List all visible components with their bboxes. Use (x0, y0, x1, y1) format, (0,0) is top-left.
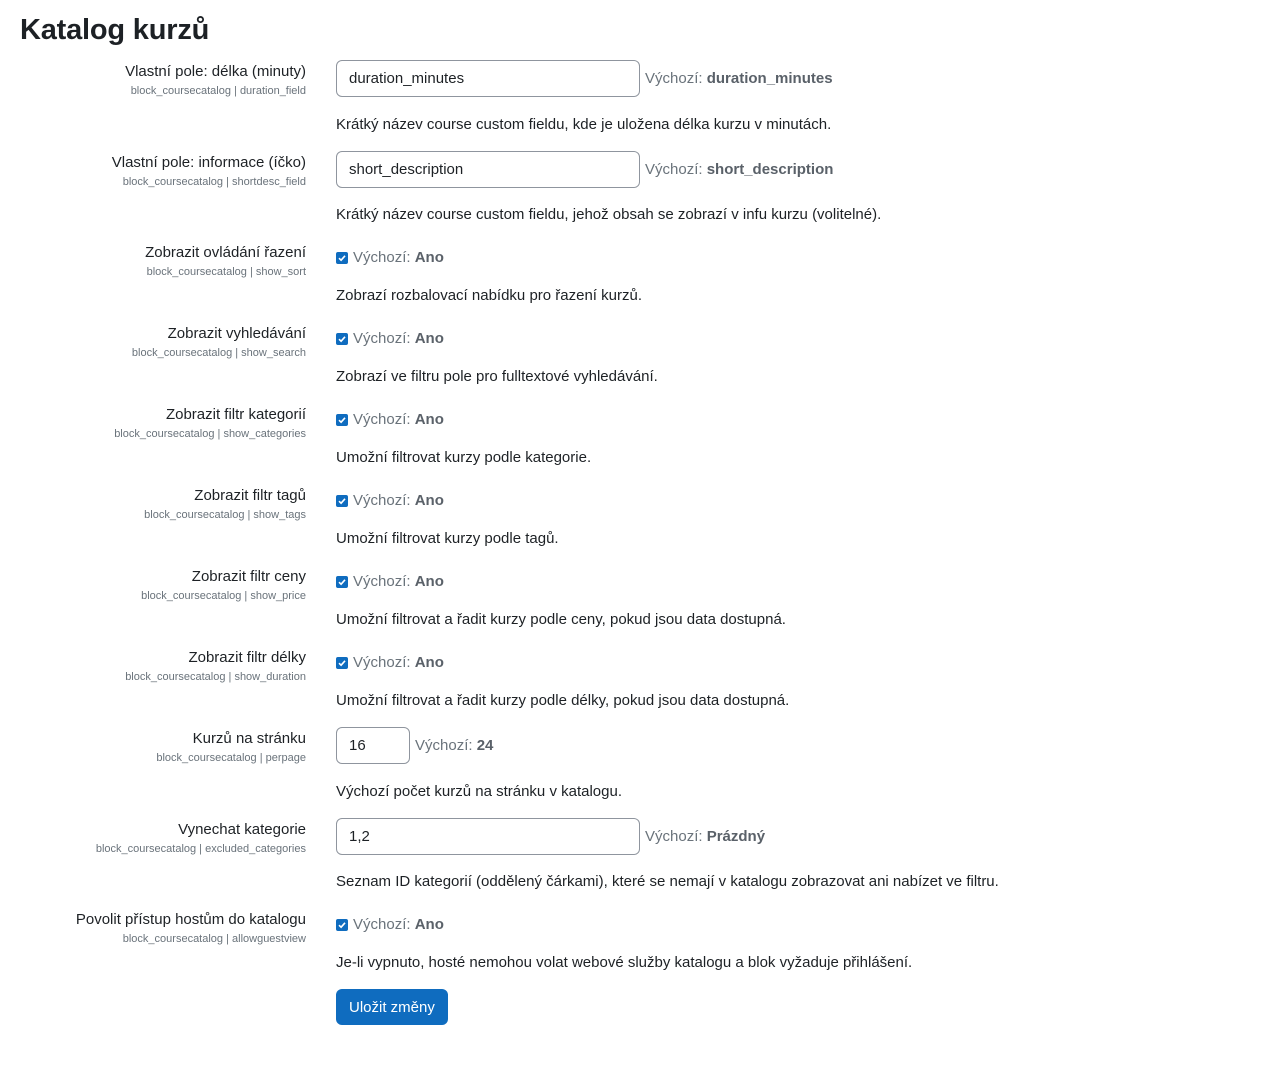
setting-label: Vlastní pole: délka (minuty) (125, 63, 306, 80)
setting-key: block_coursecatalog | show_price (141, 590, 306, 602)
setting-control (336, 330, 444, 347)
check-icon (337, 415, 347, 425)
setting-control (336, 654, 444, 671)
check-icon (337, 496, 347, 506)
setting-key: block_coursecatalog | show_tags (144, 509, 306, 521)
default-value: Výchozí: Ano (353, 249, 444, 266)
show-tags-checkbox[interactable] (336, 495, 348, 507)
default-value: Výchozí: Ano (353, 573, 444, 590)
perpage-input[interactable]: 16 (336, 727, 410, 764)
setting-control (336, 818, 765, 855)
setting-key: block_coursecatalog | shortdesc_field (122, 176, 306, 188)
setting-label: Kurzů na stránku (192, 730, 306, 747)
show-sort-checkbox[interactable] (336, 252, 348, 264)
setting-label-block (76, 911, 306, 946)
check-icon (337, 253, 347, 263)
show-price-checkbox[interactable] (336, 576, 348, 588)
setting-label-block (156, 730, 306, 765)
default-value: Výchozí: Ano (353, 411, 444, 428)
setting-description: Zobrazí rozbalovací nabídku pro řazení kurzů. (336, 287, 642, 304)
show-categories-checkbox[interactable] (336, 414, 348, 426)
setting-description: Výchozí počet kurzů na stránku v katalogu. (336, 783, 622, 800)
setting-label-block (132, 325, 306, 360)
setting-description: Zobrazí ve filtru pole pro fulltextové vyhledávání. (336, 368, 658, 385)
setting-control (336, 249, 444, 266)
setting-label-block (112, 154, 306, 189)
setting-label: Zobrazit filtr délky (188, 649, 306, 666)
setting-label: Vynechat kategorie (178, 821, 306, 838)
default-value: Výchozí: Ano (353, 492, 444, 509)
show-search-checkbox[interactable] (336, 333, 348, 345)
setting-key: block_coursecatalog | allowguestview (122, 933, 306, 945)
show-duration-checkbox[interactable] (336, 657, 348, 669)
setting-control (336, 151, 833, 188)
check-icon (337, 577, 347, 587)
setting-label-block (125, 649, 306, 684)
page-title: Katalog kurzů (20, 14, 210, 46)
default-value: Výchozí: Ano (353, 330, 444, 347)
setting-description: Umožní filtrovat a řadit kurzy podle délky, pokud jsou data dostupná. (336, 692, 790, 709)
setting-key: block_coursecatalog | show_duration (125, 671, 306, 683)
check-icon (337, 334, 347, 344)
setting-key: block_coursecatalog | show_categories (114, 428, 306, 440)
check-icon (337, 920, 347, 930)
setting-label: Vlastní pole: informace (íčko) (111, 154, 306, 171)
setting-key: block_coursecatalog | perpage (156, 752, 306, 764)
shortdesc-field-input[interactable]: short_description (336, 151, 640, 188)
allowguestview-checkbox[interactable] (336, 919, 348, 931)
setting-control (336, 916, 444, 933)
setting-label-block (125, 63, 306, 98)
setting-description: Seznam ID kategorií (oddělený čárkami), které se nemají v katalogu zobrazovat ani nabízet ve filtru. (336, 873, 999, 890)
setting-key: block_coursecatalog | excluded_categories (95, 843, 306, 855)
setting-key: block_coursecatalog | show_sort (146, 266, 306, 278)
setting-control (336, 60, 833, 97)
setting-label-block (114, 406, 306, 441)
setting-label: Zobrazit filtr tagů (194, 487, 306, 504)
setting-description: Je-li vypnuto, hosté nemohou volat webové služby katalogu a blok vyžaduje přihlášení. (336, 954, 913, 971)
setting-label-block (145, 244, 306, 279)
duration-field-input[interactable]: duration_minutes (336, 60, 640, 97)
setting-label: Zobrazit vyhledávání (167, 325, 306, 342)
setting-control (336, 727, 493, 764)
default-value: Výchozí: Ano (353, 916, 444, 933)
excluded-categories-input[interactable]: 1,2 (336, 818, 640, 855)
default-value: Výchozí: 24 (415, 737, 494, 754)
setting-label: Zobrazit filtr ceny (191, 568, 306, 585)
setting-label: Povolit přístup hostům do katalogu (75, 911, 306, 928)
default-value: Výchozí: duration_minutes (645, 70, 833, 87)
setting-label-block (144, 487, 306, 522)
setting-description: Umožní filtrovat kurzy podle kategorie. (336, 449, 592, 466)
setting-label: Zobrazit ovládání řazení (145, 244, 306, 261)
setting-description: Krátký název course custom fieldu, jehož obsah se zobrazí v infu kurzu (volitelné). (336, 206, 882, 223)
setting-control (336, 411, 444, 428)
setting-label: Zobrazit filtr kategorií (165, 406, 306, 423)
save-changes-button[interactable]: Uložit změny (336, 989, 448, 1025)
setting-control (336, 492, 444, 509)
setting-description: Umožní filtrovat a řadit kurzy podle ceny, pokud jsou data dostupná. (336, 611, 786, 628)
default-value: Výchozí: Prázdný (645, 828, 766, 845)
setting-key: block_coursecatalog | show_search (131, 347, 306, 359)
setting-key: block_coursecatalog | duration_field (130, 85, 306, 97)
default-value: Výchozí: Ano (353, 654, 444, 671)
setting-label-block (96, 821, 306, 856)
setting-description: Umožní filtrovat kurzy podle tagů. (336, 530, 559, 547)
setting-control (336, 573, 444, 590)
setting-label-block (141, 568, 306, 603)
default-value: Výchozí: short_description (645, 161, 834, 178)
check-icon (337, 658, 347, 668)
setting-description: Krátký název course custom fieldu, kde je uložena délka kurzu v minutách. (336, 116, 832, 133)
